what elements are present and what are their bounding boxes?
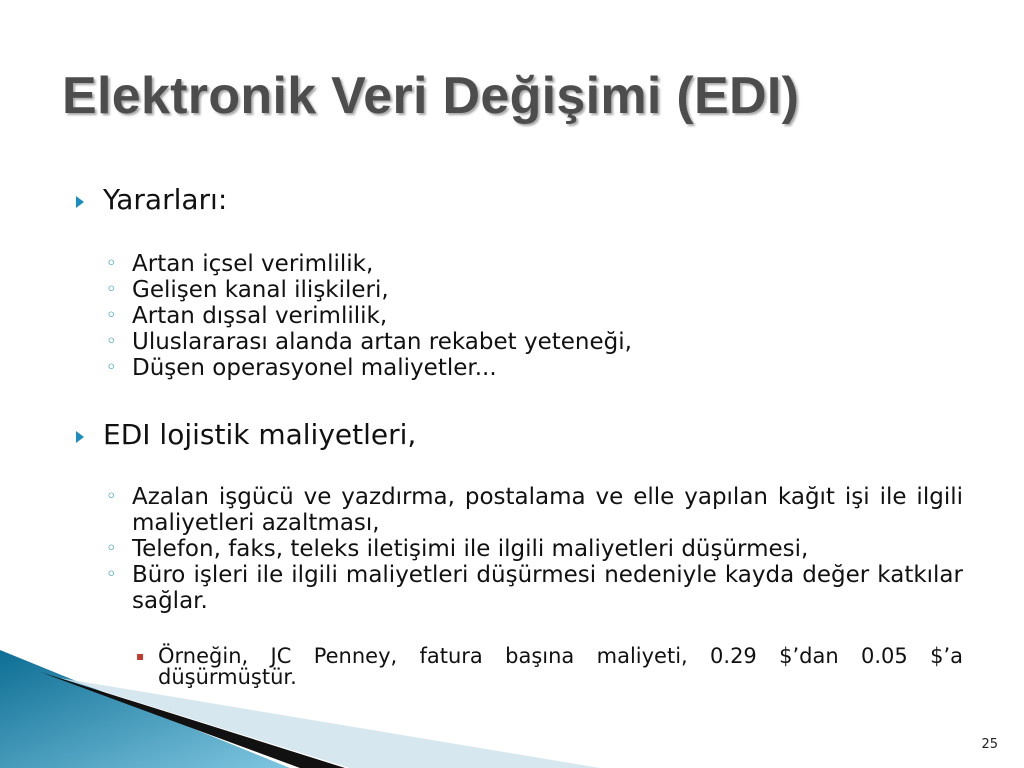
- costs-list: [132, 484, 963, 614]
- page-number: 25: [981, 737, 998, 752]
- list-item: ◦ Gelişen kanal ilişkileri,: [132, 277, 963, 303]
- section-heading-benefits: Yararları:: [103, 183, 228, 216]
- list-item: ◦ Uluslararası alanda artan rekabet yeteneği,: [132, 329, 963, 355]
- list-item: ◦ Azalan işgücü ve yazdırma, postalama ve elle yapılan kağıt işi ile ilgili maliyetleri azaltması,: [132, 484, 963, 536]
- benefits-list: [132, 251, 963, 381]
- list-item: ◦ Artan içsel verimlilik,: [132, 251, 963, 277]
- list-item: ▪ Örneğin, JC Penney, fatura başına maliyeti, 0.29 $’dan 0.05 $’a düşürmüştür.: [158, 646, 963, 688]
- triangle-bullet-icon: [76, 196, 84, 208]
- list-item: ◦ Büro işleri ile ilgili maliyetleri düşürmesi nedeniyle kayda değer katkılar sağlar.: [132, 562, 963, 614]
- list-item: ◦ Düşen operasyonel maliyetler...: [132, 355, 963, 381]
- list-item: ◦ Telefon, faks, teleks iletişimi ile ilgili maliyetleri düşürmesi,: [132, 536, 963, 562]
- slide-title: Elektronik Veri Değişimi (EDI): [62, 67, 800, 125]
- list-item: ◦ Artan dışsal verimlilik,: [132, 303, 963, 329]
- triangle-bullet-icon: [76, 431, 84, 443]
- decorative-swoosh: [0, 640, 620, 768]
- section-heading-costs: EDI lojistik maliyetleri,: [103, 418, 417, 451]
